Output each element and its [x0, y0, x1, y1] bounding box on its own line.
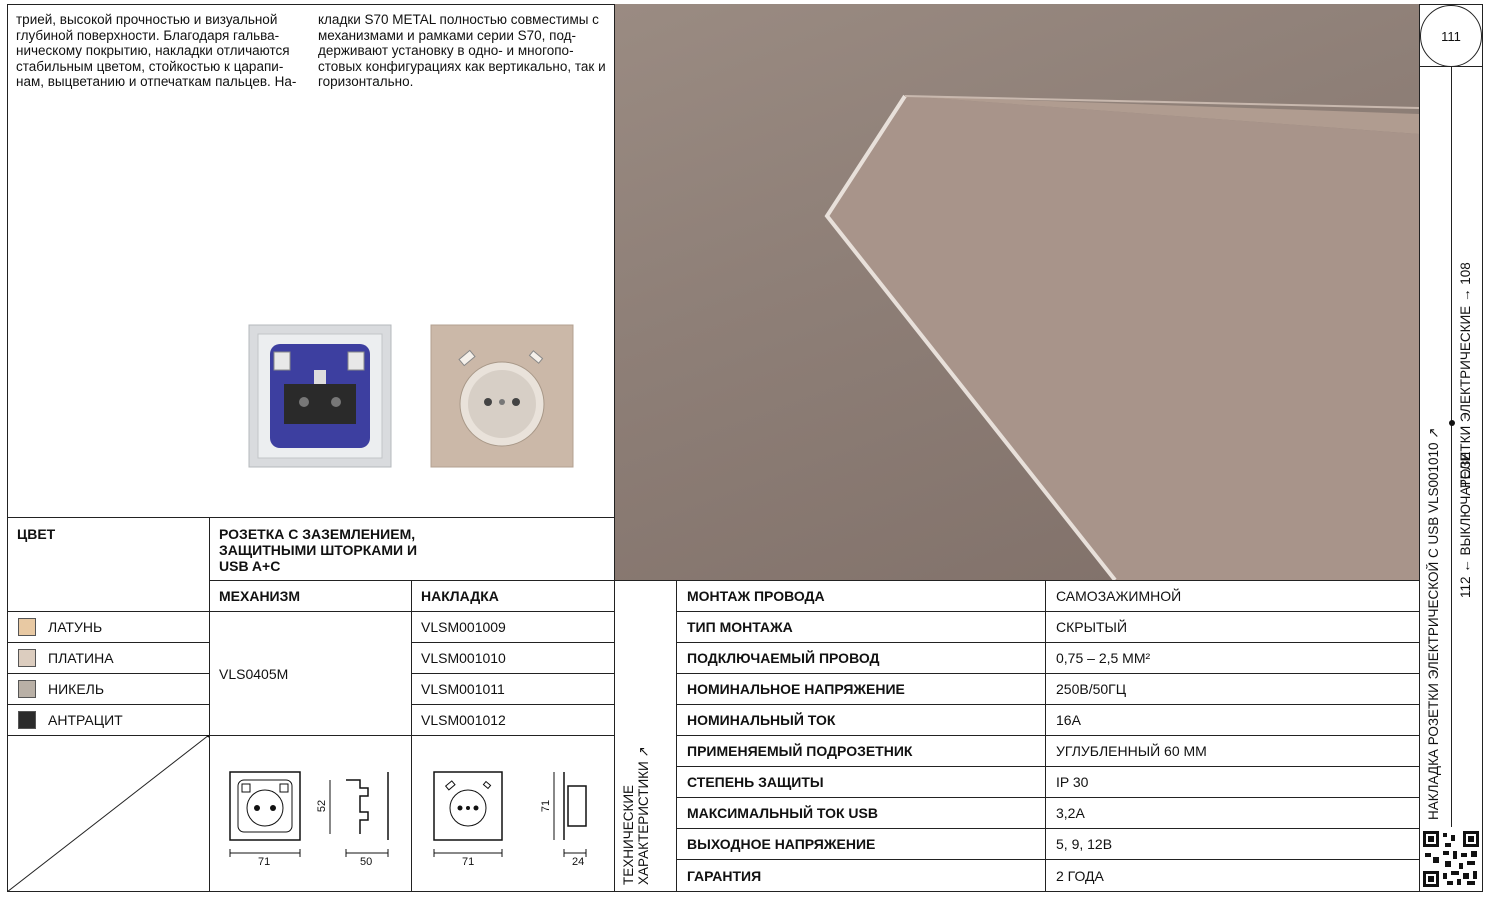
nav-top-rule — [1419, 66, 1483, 67]
nav-section-links — [1452, 70, 1482, 826]
table-top-rule — [7, 517, 615, 518]
product-link[interactable]: НАКЛАДКА РОЗЕТКИ ЭЛЕКТРИЧЕСКОЙ С USB VLS001010 ↗ — [1426, 427, 1441, 820]
color-row-nickel — [8, 674, 209, 704]
color-name: АНТРАЦИТ — [48, 712, 123, 728]
platinum-swatch — [18, 649, 36, 667]
spec-label: ГАРАНТИЯ — [687, 867, 762, 884]
spec-label: ПРИМЕНЯЕМЫЙ ПОДРОЗЕТНИК — [687, 743, 913, 759]
brass-swatch — [18, 618, 36, 636]
intro-text-col1: трией, высокой прочностью и визуальной глубиной поверхности. Благодаря гальваническому покрытию, накладки отличаются стабильным цветом, стойкостью к царапинам, выцветанию и отпечаткам пальцев. На- — [16, 12, 297, 89]
nav-next-link[interactable]: РОЗЕТКИ ЭЛЕКТРИЧЕСКИЕ → 108 — [1458, 262, 1473, 488]
cover-code: VLSM001009 — [421, 619, 506, 635]
nickel-swatch — [18, 680, 36, 698]
spec-label: НОМИНАЛЬНОЕ НАПРЯЖЕНИЕ — [687, 681, 905, 697]
color-header: ЦВЕТ — [17, 526, 56, 542]
mechanism-code: VLS0405M — [219, 665, 289, 682]
color-row-brass — [8, 612, 209, 642]
cover-code: VLSM001010 — [421, 650, 506, 666]
cover-depth-label: 24 — [572, 856, 585, 868]
mechanism-image — [248, 324, 392, 468]
nav-dot — [1449, 420, 1455, 426]
empty-diagonal-cell — [7, 735, 209, 892]
color-name: ЛАТУНЬ — [48, 619, 103, 635]
color-name: НИКЕЛЬ — [48, 681, 105, 697]
anthracite-swatch — [18, 711, 36, 729]
mechanism-header: МЕХАНИЗМ — [219, 588, 301, 604]
mechanism-drawing — [210, 736, 410, 891]
cover-height-label: 71 — [540, 799, 553, 813]
color-row-platinum — [8, 643, 209, 673]
spec-label: МАКСИМАЛЬНЫЙ ТОК USB — [687, 805, 878, 821]
spec-value: 0,75 – 2,5 ММ² — [1056, 650, 1151, 666]
color-row-anthracite — [8, 705, 209, 735]
cover-header: НАКЛАДКА — [421, 588, 499, 604]
spec-label: СТЕПЕНЬ ЗАЩИТЫ — [687, 774, 824, 790]
spec-value: 5, 9, 12В — [1056, 836, 1113, 852]
spec-label: НОМИНАЛЬНЫЙ ТОК — [687, 712, 836, 728]
spec-value: СКРЫТЫЙ — [1056, 619, 1128, 635]
spec-label: МОНТАЖ ПРОВОДА — [687, 588, 825, 604]
spec-value: 250В/50ГЦ — [1056, 681, 1127, 697]
spec-value: САМОЗАЖИМНОЙ — [1056, 588, 1182, 604]
spec-value: IP 30 — [1056, 774, 1089, 790]
mech-depth-label: 50 — [360, 856, 373, 868]
table-right-edge — [614, 4, 615, 892]
nav-divider-left — [1419, 4, 1420, 892]
product-header: РОЗЕТКА С ЗАЗЕМЛЕНИЕМ, ЗАЩИТНЫМИ ШТОРКАМИ И USB A+C — [219, 526, 418, 574]
spec-value: 16А — [1056, 712, 1081, 728]
page-number: 111 — [1441, 28, 1461, 44]
spec-value: УГЛУБЛЕННЫЙ 60 ММ — [1056, 743, 1207, 759]
color-name: ПЛАТИНА — [48, 650, 114, 666]
specs-section-label[interactable]: ТЕХНИЧЕСКИЕ ХАРАКТЕРИСТИКИ ↗ — [621, 746, 651, 885]
spec-value: 2 ГОДА — [1056, 867, 1104, 884]
cover-code: VLSM001011 — [421, 681, 505, 697]
mech-width-label: 71 — [258, 856, 271, 868]
page-number-circle — [1420, 5, 1482, 67]
cover-image — [430, 324, 574, 468]
cover-width-label: 71 — [462, 856, 475, 868]
product-photo — [615, 4, 1419, 580]
nav-prev-link[interactable]: 112 ← ВЫКЛЮЧАТЕЛИ — [1458, 451, 1473, 598]
mech-height-label: 52 — [316, 799, 329, 813]
qr-code[interactable] — [1421, 829, 1481, 889]
spec-label: ПОДКЛЮЧАЕМЫЙ ПРОВОД — [687, 650, 880, 666]
intro-text-col2: кладки S70 METAL полностью совместимы с механизмами и рамками серии S70, поддерживают установку в одно- и многопостовых конфигурациях как вертикально, так и горизонтально. — [318, 12, 606, 89]
cover-code: VLSM001012 — [421, 712, 506, 728]
cover-drawing — [412, 736, 614, 891]
spec-label: ВЫХОДНОЕ НАПРЯЖЕНИЕ — [687, 836, 876, 852]
spec-label: ТИП МОНТАЖА — [687, 619, 793, 635]
spec-value: 3,2А — [1056, 805, 1085, 821]
